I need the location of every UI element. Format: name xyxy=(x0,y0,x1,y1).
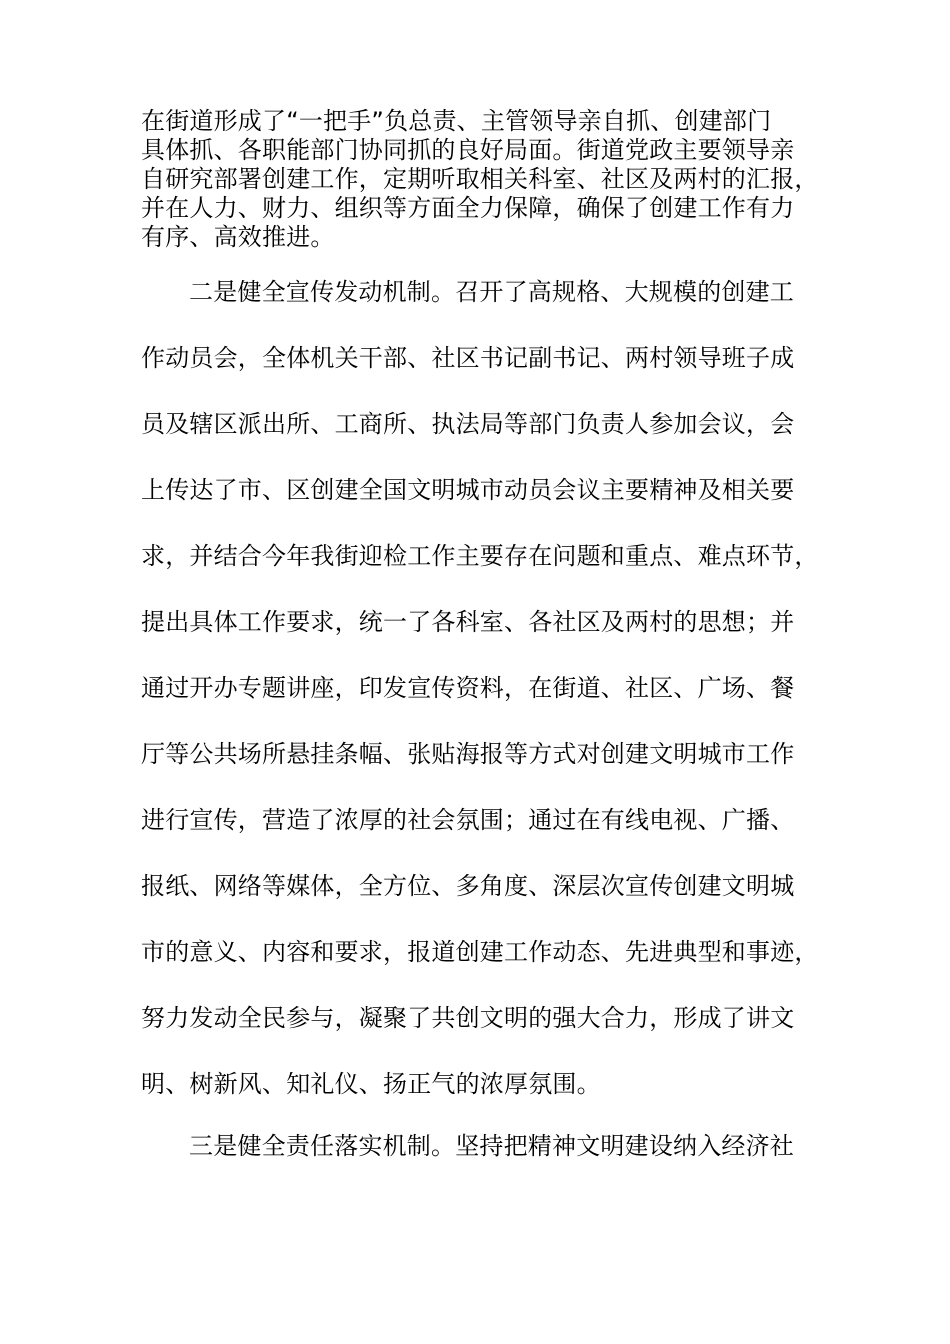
paragraph-line: 作动员会，全体机关干部、社区书记副书记、两村领导班子成 xyxy=(141,344,795,372)
paragraph-line: 努力发动全民参与，凝聚了共创文明的强大合力，形成了讲文 xyxy=(141,1004,795,1032)
paragraph-line: 员及辖区派出所、工商所、执法局等部门负责人参加会议，会 xyxy=(141,410,795,438)
paragraph-line: 有序、高效推进。 xyxy=(141,223,335,251)
paragraph-line: 二是健全宣传发动机制。召开了高规格、大规模的创建工 xyxy=(189,278,794,306)
paragraph-line: 上传达了市、区创建全国文明城市动员会议主要精神及相关要 xyxy=(141,476,795,504)
paragraph-line: 通过开办专题讲座，印发宣传资料，在街道、社区、广场、餐 xyxy=(141,674,795,702)
paragraph-line: 提出具体工作要求，统一了各科室、各社区及两村的思想；并 xyxy=(141,608,795,636)
paragraph-line: 自研究部署创建工作，定期听取相关科室、社区及两村的汇报， xyxy=(141,165,819,193)
paragraph-line: 在街道形成了“一把手”负总责、主管领导亲自抓、创建部门 xyxy=(141,107,772,135)
paragraph-line: 具体抓、各职能部门协同抓的良好局面。街道党政主要领导亲 xyxy=(141,136,795,164)
paragraph-line: 三是健全责任落实机制。坚持把精神文明建设纳入经济社 xyxy=(189,1132,794,1160)
paragraph-line: 明、树新风、知礼仪、扬正气的浓厚氛围。 xyxy=(141,1070,601,1098)
paragraph-line: 厅等公共场所悬挂条幅、张贴海报等方式对创建文明城市工作 xyxy=(141,740,795,768)
paragraph-line: 报纸、网络等媒体，全方位、多角度、深层次宣传创建文明城 xyxy=(141,872,795,900)
paragraph-line: 并在人力、财力、组织等方面全力保障，确保了创建工作有力 xyxy=(141,194,795,222)
paragraph-line: 市的意义、内容和要求，报道创建工作动态、先进典型和事迹， xyxy=(141,938,819,966)
paragraph-line: 求，并结合今年我街迎检工作主要存在问题和重点、难点环节， xyxy=(141,542,819,570)
paragraph-line: 进行宣传，营造了浓厚的社会氛围；通过在有线电视、广播、 xyxy=(141,806,795,834)
